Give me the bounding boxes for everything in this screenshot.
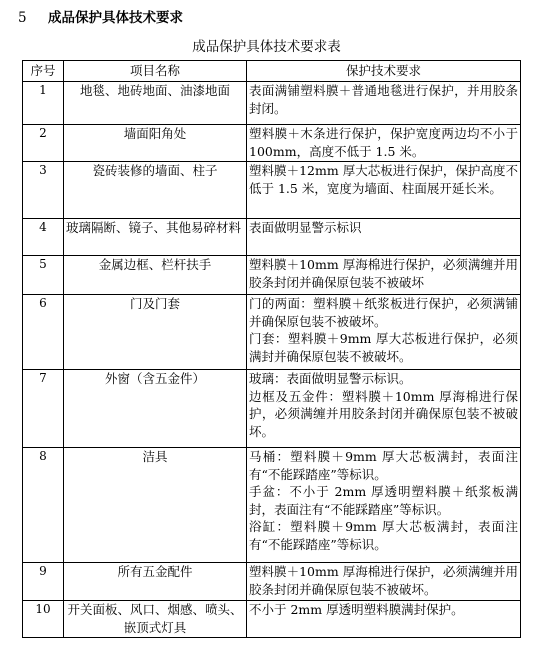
table-row bbox=[23, 82, 521, 125]
table-row bbox=[23, 256, 521, 295]
table-row bbox=[23, 448, 521, 563]
row-requirement: 塑料膜＋10mm 厚海棉进行保护，必须满缠并用胶条封闭并确保原包装不被破坏。 bbox=[247, 563, 521, 601]
table-row bbox=[23, 125, 521, 162]
row-requirement: 塑料膜＋10mm 厚海棉进行保护，必须满缠并用胶条封闭并确保原包装不被破坏 bbox=[247, 256, 521, 295]
protection-requirements-table bbox=[22, 60, 521, 638]
table-title: 成品保护具体技术要求表 bbox=[192, 39, 341, 55]
section-heading bbox=[18, 6, 183, 26]
row-number: 8 bbox=[23, 448, 64, 563]
row-number: 5 bbox=[23, 256, 64, 295]
table-row bbox=[23, 370, 521, 448]
row-item: 瓷砖装修的墙面、柱子 bbox=[64, 162, 247, 219]
row-requirement: 门的两面：塑料膜＋纸浆板进行保护，必须满铺并确保原包装不被破坏。 门套：塑料膜＋9mm 厚大芯板进行保护，必须满封并确保原包装不被破坏。 bbox=[247, 295, 521, 370]
header-requirement: 保护技术要求 bbox=[247, 61, 521, 82]
row-item: 玻璃隔断、镜子、其他易碎材料 bbox=[64, 219, 247, 256]
table-row bbox=[23, 219, 521, 256]
row-number: 4 bbox=[23, 219, 64, 256]
row-number: 6 bbox=[23, 295, 64, 370]
row-number: 7 bbox=[23, 370, 64, 448]
section-number: 5 bbox=[18, 10, 27, 26]
section-title: 成品保护具体技术要求 bbox=[48, 10, 183, 26]
row-item: 金属边框、栏杆扶手 bbox=[64, 256, 247, 295]
header-item: 项目名称 bbox=[64, 61, 247, 82]
row-requirement: 塑料膜＋12mm 厚大芯板进行保护，保护高度不低于 1.5 米，宽度为墙面、柱面展开延长米。 bbox=[247, 162, 521, 219]
row-requirement: 表面做明显警示标识 bbox=[247, 219, 521, 256]
row-requirement: 塑料膜＋木条进行保护，保护宽度两边均不小于 100mm，高度不低于 1.5 米。 bbox=[247, 125, 521, 162]
row-number: 2 bbox=[23, 125, 64, 162]
table-row bbox=[23, 162, 521, 219]
row-number: 1 bbox=[23, 82, 64, 125]
row-item: 所有五金配件 bbox=[64, 563, 247, 601]
table-row bbox=[23, 295, 521, 370]
row-number: 9 bbox=[23, 563, 64, 601]
row-number: 10 bbox=[23, 601, 64, 638]
row-item: 墙面阳角处 bbox=[64, 125, 247, 162]
row-number: 3 bbox=[23, 162, 64, 219]
table-header-row bbox=[23, 61, 521, 82]
row-requirement: 玻璃：表面做明显警示标识。 边框及五金件：塑料膜＋10mm 厚海棉进行保护，必须满缠并用胶条封闭并确保原包装不被破坏。 bbox=[247, 370, 521, 448]
row-item: 门及门套 bbox=[64, 295, 247, 370]
row-item: 开关面板、风口、烟感、喷头、嵌顶式灯具 bbox=[64, 601, 247, 638]
row-requirement: 不小于 2mm 厚透明塑料膜满封保护。 bbox=[247, 601, 521, 638]
row-item: 地毯、地砖地面、油漆地面 bbox=[64, 82, 247, 125]
row-item: 洁具 bbox=[64, 448, 247, 563]
table-row bbox=[23, 563, 521, 601]
row-requirement: 马桶：塑料膜＋9mm 厚大芯板满封，表面注有“不能踩踏座”等标识。 手盆：不小于 2mm 厚透明塑料膜＋纸浆板满封，表面注有“不能踩踏座”等标识。 浴缸：塑料膜＋9mm 厚大芯板满封，表面注有“不能踩踏座”等标识。 bbox=[247, 448, 521, 563]
header-no: 序号 bbox=[23, 61, 64, 82]
row-item: 外窗（含五金件） bbox=[64, 370, 247, 448]
table-row bbox=[23, 601, 521, 638]
row-requirement: 表面满铺塑料膜＋普通地毯进行保护，并用胶条封闭。 bbox=[247, 82, 521, 125]
